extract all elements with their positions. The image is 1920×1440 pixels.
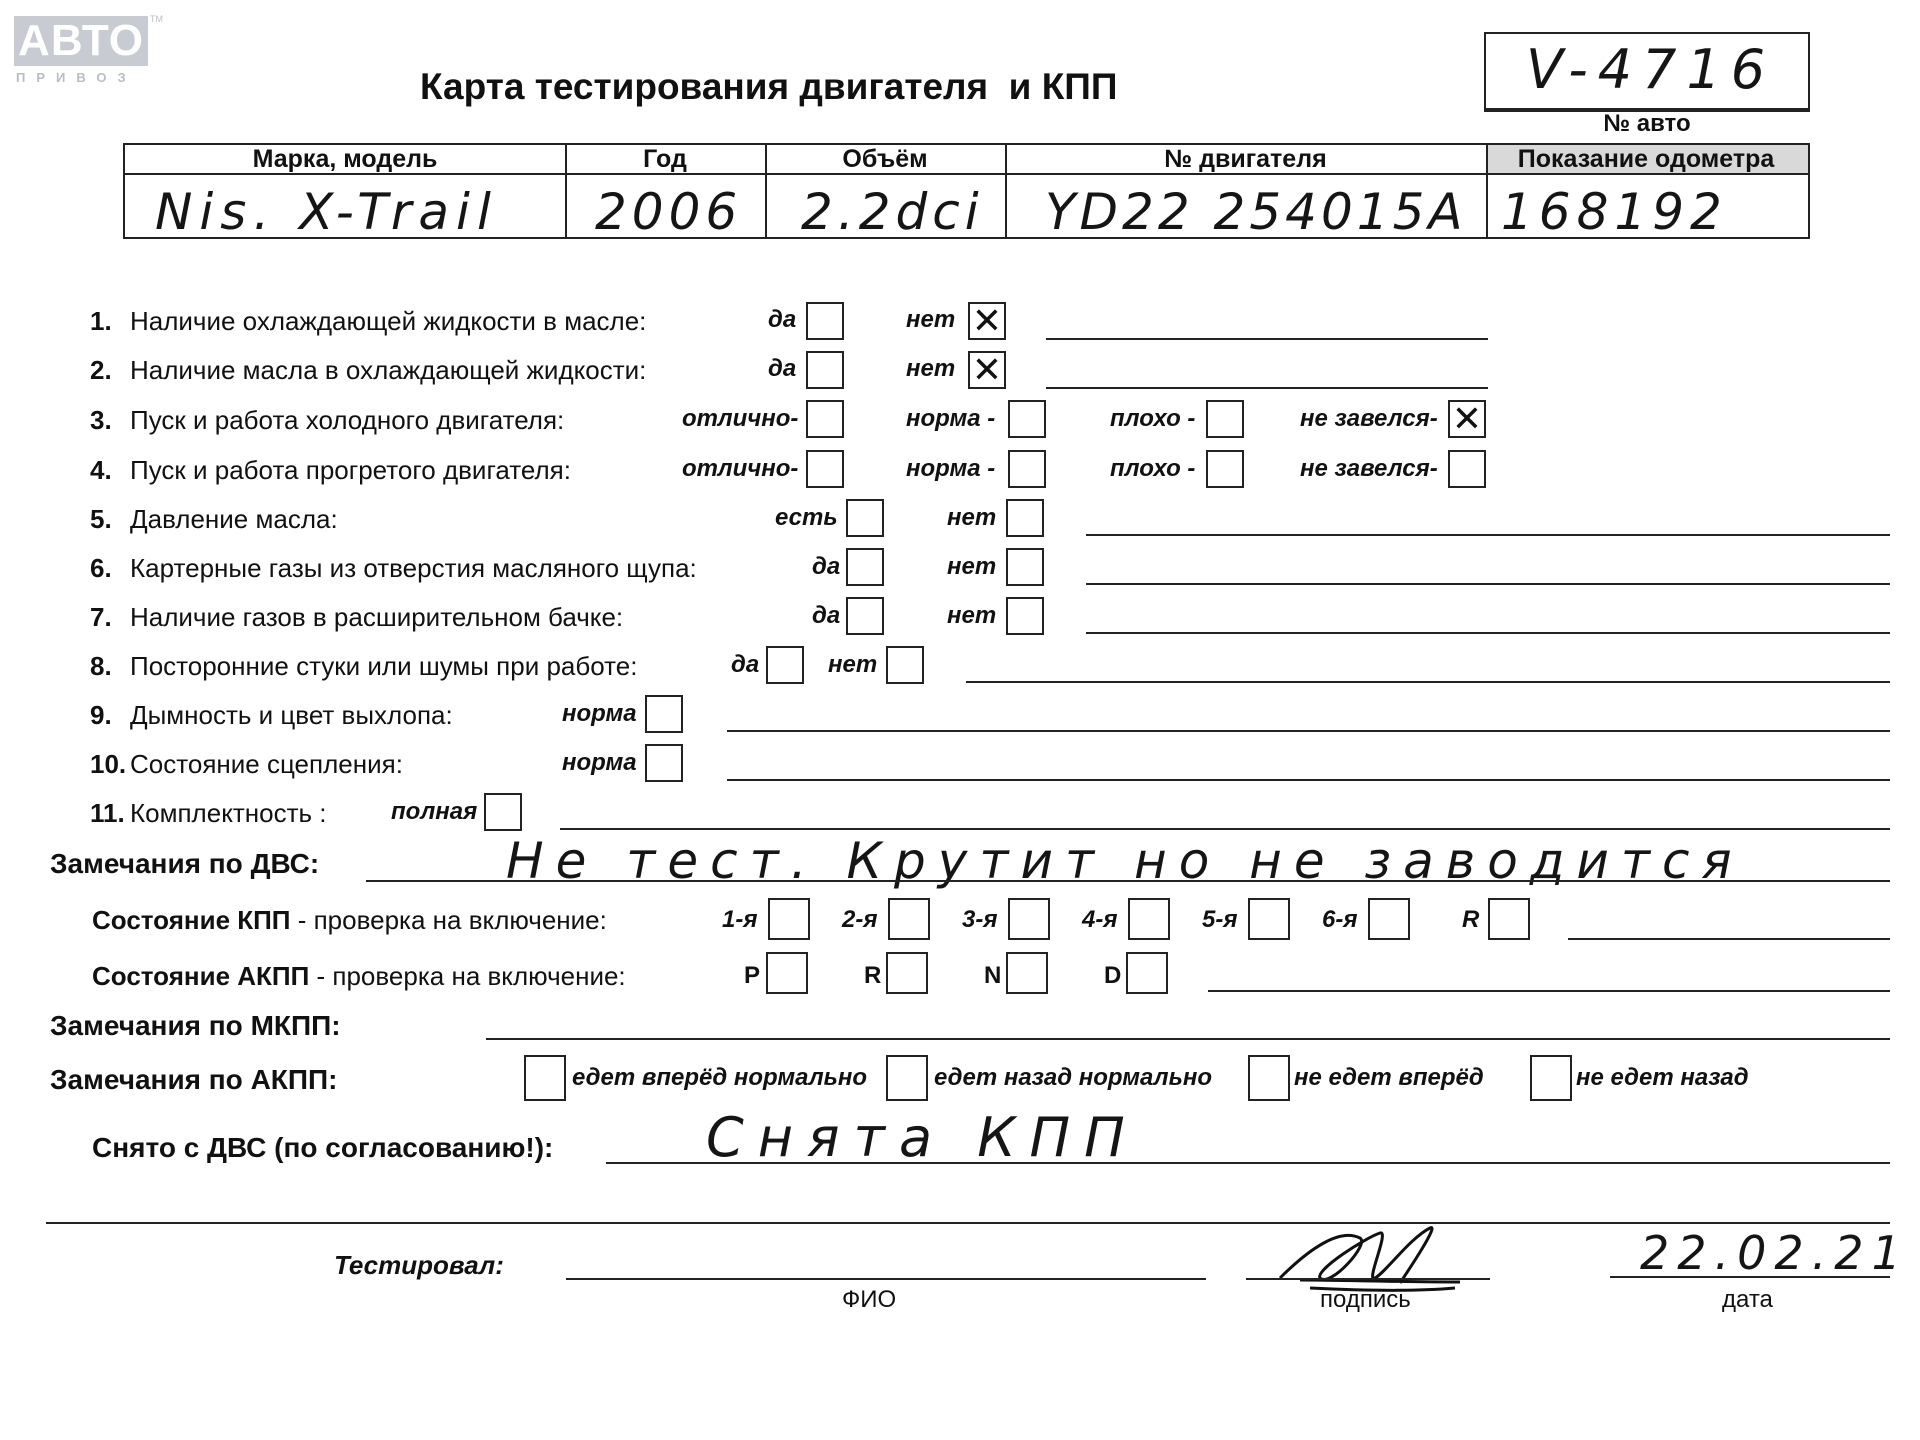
q5-no-checkbox[interactable] bbox=[1006, 499, 1044, 537]
q3-not-started-label: не завелся- bbox=[1300, 405, 1438, 432]
question-8: 8. Посторонние стуки или шумы при работе: bbox=[90, 651, 638, 681]
header-odometer: Показание одометра bbox=[1517, 145, 1775, 173]
q5-notes-line bbox=[1086, 534, 1890, 536]
vehicle-id-box bbox=[1484, 32, 1810, 112]
removed-line bbox=[606, 1162, 1890, 1164]
q4-excellent-checkbox[interactable] bbox=[806, 450, 844, 488]
gear-1-checkbox[interactable] bbox=[768, 898, 810, 940]
gear-4-label: 4-я bbox=[1082, 906, 1118, 933]
gear-6-label: 6-я bbox=[1322, 906, 1358, 933]
remarks-ice-label: Замечания по ДВС: bbox=[50, 848, 320, 879]
q8-no-checkbox[interactable] bbox=[886, 646, 924, 684]
kpp-notes-line bbox=[1568, 938, 1890, 940]
akpp-label: Состояние АКПП - проверка на включение: bbox=[92, 961, 626, 991]
akpp-d-label: D bbox=[1104, 962, 1122, 989]
gear-3-label: 3-я bbox=[962, 906, 998, 933]
q7-no-label: нет bbox=[947, 602, 997, 629]
q4-not-started-label: не завелся- bbox=[1300, 455, 1438, 482]
akpp-backward-ok-checkbox[interactable] bbox=[886, 1055, 928, 1101]
akpp-forward-ok-label: едет вперёд нормально bbox=[572, 1064, 868, 1091]
remarks-akpp-label: Замечания по АКПП: bbox=[50, 1064, 338, 1095]
trademark-mark: TM bbox=[150, 14, 163, 24]
q2-option-no-label: нет bbox=[906, 355, 956, 382]
gear-r-checkbox[interactable] bbox=[1488, 898, 1530, 940]
remarks-ice-line bbox=[366, 880, 1890, 882]
question-4: 4. Пуск и работа прогретого двигателя: bbox=[90, 455, 571, 485]
gear-4-checkbox[interactable] bbox=[1128, 898, 1170, 940]
q6-no-checkbox[interactable] bbox=[1006, 548, 1044, 586]
vehicle-table bbox=[123, 143, 1810, 239]
question-7: 7. Наличие газов в расширительном бачке: bbox=[90, 602, 624, 632]
logo-subtitle: ПРИВОЗ bbox=[16, 70, 137, 85]
q10-normal-checkbox[interactable] bbox=[645, 744, 683, 782]
q1-yes-checkbox[interactable] bbox=[806, 302, 844, 340]
value-year: 2006 bbox=[595, 183, 743, 241]
q3-bad-checkbox[interactable] bbox=[1206, 400, 1244, 438]
q1-no-checkbox[interactable] bbox=[968, 302, 1006, 340]
kpp-label: Состояние КПП - проверка на включение: bbox=[92, 905, 607, 935]
akpp-no-backward-label: не едет назад bbox=[1576, 1064, 1749, 1091]
q10-notes-line bbox=[727, 779, 1890, 781]
question-3: 3. Пуск и работа холодного двигателя: bbox=[90, 405, 565, 435]
gear-3-checkbox[interactable] bbox=[1008, 898, 1050, 940]
q3-not-started-checkbox[interactable] bbox=[1448, 400, 1486, 438]
q11-notes-line bbox=[560, 828, 1890, 830]
question-1: 1. Наличие охлаждающей жидкости в масле: bbox=[90, 306, 647, 336]
signature-caption: подпись bbox=[1320, 1286, 1411, 1313]
akpp-n-label: N bbox=[984, 962, 1002, 989]
q10-normal-label: норма bbox=[562, 749, 637, 776]
q1-option-no-label: нет bbox=[906, 306, 956, 333]
akpp-r-label: R bbox=[864, 962, 882, 989]
q7-notes-line bbox=[1086, 632, 1890, 634]
gear-5-checkbox[interactable] bbox=[1248, 898, 1290, 940]
question-2: 2. Наличие масла в охлаждающей жидкости: bbox=[90, 355, 647, 385]
q1-notes-line bbox=[1046, 338, 1488, 340]
q4-excellent-label: отлично- bbox=[682, 455, 799, 482]
value-odometer: 168192 bbox=[1501, 183, 1728, 241]
vehicle-id-label: № авто bbox=[1603, 110, 1691, 137]
q7-yes-checkbox[interactable] bbox=[846, 597, 884, 635]
akpp-p-label: P bbox=[744, 962, 761, 989]
akpp-no-forward-label: не едет вперёд bbox=[1294, 1064, 1484, 1091]
akpp-d-checkbox[interactable] bbox=[1126, 952, 1168, 994]
q8-yes-label: да bbox=[731, 651, 760, 678]
q9-normal-label: норма bbox=[562, 700, 637, 727]
value-volume: 2.2dci bbox=[801, 183, 984, 241]
date-line bbox=[1610, 1276, 1890, 1278]
gear-5-label: 5-я bbox=[1202, 906, 1238, 933]
question-9: 9. Дымность и цвет выхлопа: bbox=[90, 700, 453, 730]
q5-yes-label: есть bbox=[775, 504, 838, 531]
q6-yes-checkbox[interactable] bbox=[846, 548, 884, 586]
gear-2-checkbox[interactable] bbox=[888, 898, 930, 940]
fio-caption: ФИО bbox=[842, 1286, 897, 1313]
footer-separator bbox=[46, 1222, 1890, 1224]
page-title: Карта тестирования двигателя и КПП bbox=[420, 66, 1118, 107]
gear-6-checkbox[interactable] bbox=[1368, 898, 1410, 940]
gear-1-label: 1-я bbox=[722, 906, 758, 933]
checked-mark: ✕ bbox=[971, 350, 1003, 391]
question-6: 6. Картерные газы из отверстия масляного щупа: bbox=[90, 553, 697, 583]
q9-normal-checkbox[interactable] bbox=[645, 695, 683, 733]
q3-normal-checkbox[interactable] bbox=[1008, 400, 1046, 438]
gear-2-label: 2-я bbox=[842, 906, 878, 933]
question-5: 5. Давление масла: bbox=[90, 504, 338, 534]
checked-mark: ✕ bbox=[1451, 399, 1483, 440]
q5-no-label: нет bbox=[947, 504, 997, 531]
akpp-no-forward-checkbox[interactable] bbox=[1248, 1055, 1290, 1101]
q3-excellent-label: отлично- bbox=[682, 405, 799, 432]
q4-not-started-checkbox[interactable] bbox=[1448, 450, 1486, 488]
akpp-n-checkbox[interactable] bbox=[1006, 952, 1048, 994]
checked-mark: ✕ bbox=[971, 301, 1003, 342]
question-10: 10. Состояние сцепления: bbox=[90, 749, 403, 779]
q8-yes-checkbox[interactable] bbox=[766, 646, 804, 684]
remarks-ice-text: Не тест. Крутит но не заводится bbox=[506, 832, 1744, 890]
q2-no-checkbox[interactable] bbox=[968, 351, 1006, 389]
header-volume: Объём bbox=[842, 145, 928, 173]
removed-text: Снята КПП bbox=[706, 1106, 1139, 1169]
q5-yes-checkbox[interactable] bbox=[846, 499, 884, 537]
q4-normal-label: норма - bbox=[906, 455, 996, 482]
q6-no-label: нет bbox=[947, 553, 997, 580]
q4-normal-checkbox[interactable] bbox=[1008, 450, 1046, 488]
header-year: Год bbox=[643, 145, 687, 173]
akpp-r-checkbox[interactable] bbox=[886, 952, 928, 994]
akpp-notes-line bbox=[1208, 990, 1890, 992]
q8-no-label: нет bbox=[828, 651, 878, 678]
akpp-forward-ok-checkbox[interactable] bbox=[524, 1055, 566, 1101]
q4-bad-label: плохо - bbox=[1110, 455, 1196, 482]
question-11: 11. Комплектность : bbox=[90, 798, 327, 828]
q6-yes-label: да bbox=[812, 553, 841, 580]
q9-notes-line bbox=[727, 730, 1890, 732]
akpp-no-backward-checkbox[interactable] bbox=[1530, 1055, 1572, 1101]
q3-excellent-checkbox[interactable] bbox=[806, 400, 844, 438]
fio-line bbox=[566, 1278, 1206, 1280]
header-make-model: Марка, модель bbox=[252, 145, 438, 173]
q11-full-label: полная bbox=[391, 798, 478, 825]
q4-bad-checkbox[interactable] bbox=[1206, 450, 1244, 488]
signature-line bbox=[1246, 1278, 1490, 1280]
logo: АВТО bbox=[14, 16, 148, 66]
q7-yes-label: да bbox=[812, 602, 841, 629]
q1-option-yes-label: да bbox=[768, 306, 797, 333]
removed-label: Снято с ДВС (по согласованию!): bbox=[92, 1132, 554, 1163]
q6-notes-line bbox=[1086, 583, 1890, 585]
value-make-model: Nis. X-Trail bbox=[155, 183, 498, 241]
q2-yes-checkbox[interactable] bbox=[806, 351, 844, 389]
q3-normal-label: норма - bbox=[906, 405, 996, 432]
q2-option-yes-label: да bbox=[768, 355, 797, 382]
q8-notes-line bbox=[966, 681, 1890, 683]
value-engine-number: YD22 254015A bbox=[1045, 183, 1467, 241]
akpp-backward-ok-label: едет назад нормально bbox=[934, 1064, 1213, 1091]
date-value: 22.02.21 bbox=[1640, 1226, 1909, 1280]
q7-no-checkbox[interactable] bbox=[1006, 597, 1044, 635]
remarks-mkpp-label: Замечания по МКПП: bbox=[50, 1010, 341, 1041]
remarks-mkpp-line bbox=[486, 1038, 1890, 1040]
akpp-p-checkbox[interactable] bbox=[766, 952, 808, 994]
vehicle-id-value: V-4716 bbox=[1526, 38, 1776, 101]
header-engine-number: № двигателя bbox=[1164, 145, 1327, 173]
q2-notes-line bbox=[1046, 387, 1488, 389]
tested-by-label: Тестировал: bbox=[334, 1250, 504, 1280]
date-caption: дата bbox=[1722, 1286, 1773, 1313]
q11-full-checkbox[interactable] bbox=[484, 793, 522, 831]
q3-bad-label: плохо - bbox=[1110, 405, 1196, 432]
gear-r-label: R bbox=[1462, 906, 1480, 933]
